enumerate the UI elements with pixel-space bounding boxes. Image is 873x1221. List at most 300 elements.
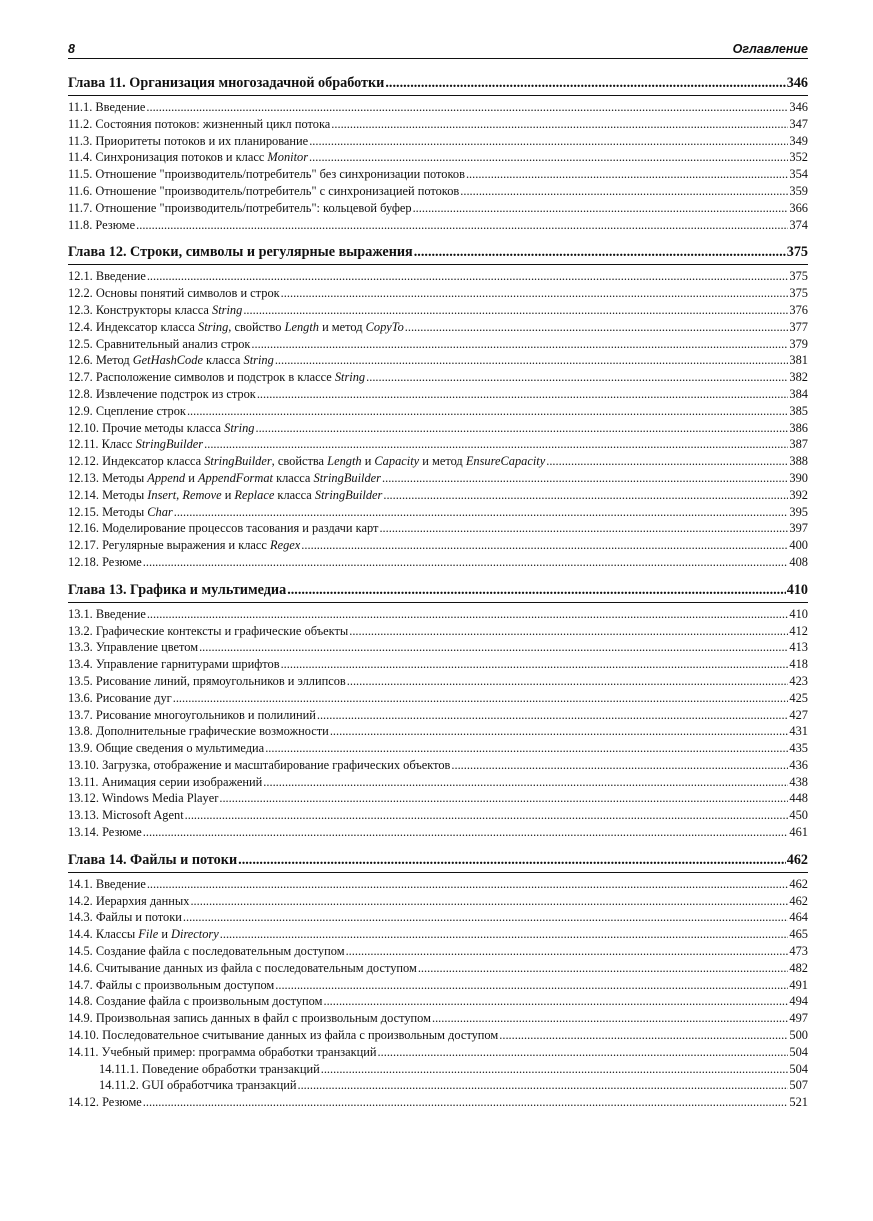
entry-title — [68, 606, 146, 623]
chapter-page-number: 346 — [786, 75, 808, 91]
entry-title — [68, 436, 203, 453]
toc-entry[interactable] — [68, 1061, 808, 1078]
entry-title-italic: Regex — [270, 538, 301, 553]
entry-title — [68, 336, 250, 353]
toc-entry[interactable] — [68, 352, 808, 369]
entry-title — [68, 470, 381, 487]
dot-leader — [378, 1044, 789, 1061]
entry-title-italic: Monitor — [267, 150, 309, 165]
entry-page-number: 375 — [789, 286, 808, 301]
entry-title-text: 14.3. Файлы и потоки — [68, 910, 182, 925]
dot-leader — [460, 183, 788, 200]
entry-title-text: 11.2. Состояния потоков: жизненный цикл потока — [68, 116, 331, 131]
entry-page-number: 473 — [789, 944, 808, 959]
entry-title — [68, 790, 218, 807]
chapter-title: Глава 11. Организация многозадачной обработки — [68, 75, 385, 91]
entry-page-number: 359 — [789, 183, 808, 198]
entry-title — [68, 757, 450, 774]
dot-leader — [257, 386, 789, 403]
entry-page-number: 425 — [789, 690, 808, 705]
dot-leader — [255, 420, 788, 437]
entry-page-number: 385 — [789, 403, 808, 418]
dot-leader — [346, 943, 789, 960]
entry-title — [68, 285, 280, 302]
dot-leader — [275, 977, 788, 994]
running-header — [68, 38, 808, 56]
entry-title — [68, 133, 308, 150]
dot-leader — [136, 217, 788, 234]
dot-leader — [413, 200, 789, 217]
entry-title-text: 14.10. Последовательное считывание данных из файла с произвольным доступом — [68, 1028, 499, 1043]
entry-page-number: 346 — [789, 100, 808, 114]
entry-title-text: 12.17. Регулярные выражения и класс — [68, 538, 271, 553]
entry-title-text: 14.12. Резюме — [68, 1095, 142, 1110]
dot-leader — [414, 243, 786, 262]
toc-entry[interactable] — [68, 623, 808, 640]
entry-title — [68, 504, 173, 521]
entry-title-italic: File — [138, 927, 159, 942]
entry-title-text: 12.16. Моделирование процессов тасования и раздачи карт — [68, 521, 379, 536]
entry-page-number: 465 — [789, 927, 808, 942]
entry-page-number: 395 — [789, 504, 808, 519]
entry-page-number: 390 — [789, 470, 808, 485]
dot-leader — [385, 74, 785, 93]
entry-page-number: 349 — [789, 133, 808, 148]
entry-title-italic: StringBuilder — [135, 437, 204, 452]
entry-title-text: 14.6. Считывание данных из файла с последовательным доступом — [68, 960, 417, 975]
dot-leader — [451, 757, 788, 774]
entry-title-text: 11.4. Синхронизация потоков и класс — [68, 150, 268, 165]
dot-leader — [317, 707, 789, 724]
toc-entry[interactable] — [68, 285, 808, 302]
entry-page-number: 431 — [789, 724, 808, 739]
toc-entry[interactable] — [68, 1010, 808, 1027]
entry-title-italic: String — [334, 370, 366, 385]
dot-leader — [309, 149, 788, 166]
entry-title-text: 13.9. Общие сведения о мультимедиа — [68, 741, 265, 756]
entry-title-text: 12.1. Введение — [68, 269, 146, 284]
entry-title-text: , свойство — [228, 319, 285, 334]
dot-leader — [275, 352, 789, 369]
dot-leader — [147, 876, 789, 893]
entry-title-text: 11.5. Отношение "производитель/потребитель" без синхронизации потоков — [68, 167, 465, 182]
toc-entry[interactable] — [68, 520, 808, 537]
dot-leader — [190, 893, 788, 910]
entry-title — [99, 1077, 296, 1094]
entry-title-text: 14.5. Создание файла с последовательным доступом — [68, 944, 345, 959]
toc-entry[interactable] — [68, 217, 808, 234]
toc-entry[interactable] — [68, 824, 808, 841]
dot-leader — [219, 790, 788, 807]
entry-title-text: 11.1. Введение — [68, 100, 146, 114]
entry-page-number: 347 — [789, 116, 808, 131]
toc-entry[interactable] — [68, 537, 808, 554]
toc-entry[interactable] — [68, 926, 808, 943]
toc-entry[interactable] — [68, 757, 808, 774]
chapter-heading[interactable] — [68, 851, 808, 870]
toc-entry[interactable] — [68, 149, 808, 166]
dot-leader — [187, 403, 788, 420]
entry-page-number: 408 — [789, 554, 808, 569]
entry-title — [68, 740, 264, 757]
toc-entry[interactable] — [68, 369, 808, 386]
toc-entry[interactable] — [68, 386, 808, 403]
dot-leader — [147, 268, 789, 285]
toc-entry[interactable] — [68, 1027, 808, 1044]
toc-entry[interactable] — [68, 790, 808, 807]
chapter-rule — [68, 95, 808, 96]
toc-entry[interactable] — [68, 436, 808, 453]
entry-title-italic: CopyTo — [365, 319, 404, 334]
entry-title — [68, 893, 189, 910]
toc-entry[interactable] — [68, 690, 808, 707]
entry-title-italic: Char — [147, 504, 173, 519]
chapter-rule — [68, 602, 808, 603]
dot-leader — [143, 824, 789, 841]
entry-title-text: 12.5. Сравнительный анализ строк — [68, 336, 251, 351]
dot-leader — [379, 520, 788, 537]
entry-title-text: 12.14. Методы — [68, 487, 148, 502]
entry-title-text: и — [361, 454, 375, 469]
entry-page-number: 450 — [789, 808, 808, 823]
dot-leader — [297, 1077, 788, 1094]
entry-page-number: 386 — [789, 420, 808, 435]
entry-title-italic: String — [224, 420, 255, 435]
chapter-heading[interactable] — [68, 74, 808, 93]
entry-title — [68, 386, 256, 403]
toc-entry[interactable] — [68, 673, 808, 690]
entry-title-text: 14.2. Иерархия данных — [68, 893, 190, 908]
entry-title — [68, 403, 186, 420]
entry-title — [68, 99, 145, 116]
entry-title — [68, 639, 198, 656]
entry-page-number: 412 — [789, 623, 808, 638]
table-of-contents — [68, 74, 808, 1111]
dot-leader — [183, 909, 789, 926]
entry-title-text: 13.6. Рисование дуг — [68, 690, 172, 705]
entry-page-number: 382 — [789, 370, 808, 385]
entry-page-number: 377 — [789, 319, 808, 334]
toc-entry[interactable] — [68, 302, 808, 319]
toc-entry[interactable] — [68, 960, 808, 977]
toc-entry[interactable] — [68, 166, 808, 183]
entry-title-text: 13.7. Рисование многоугольников и полилиний — [68, 707, 316, 722]
entry-title-italic: Replace — [234, 487, 275, 502]
entry-page-number: 354 — [789, 167, 808, 182]
dot-leader — [301, 537, 788, 554]
dot-leader — [309, 133, 788, 150]
entry-title — [68, 453, 545, 470]
toc-entry[interactable] — [68, 977, 808, 994]
dot-leader — [243, 302, 788, 319]
entry-title-text: 11.7. Отношение "производитель/потребитель": кольцевой буфер — [68, 200, 412, 215]
chapter-section — [68, 74, 808, 233]
dot-leader — [199, 639, 788, 656]
toc-entry[interactable] — [68, 656, 808, 673]
entry-title — [68, 116, 330, 133]
entry-page-number: 413 — [789, 640, 808, 655]
dot-leader — [405, 319, 789, 336]
entry-page-number: 497 — [789, 1011, 808, 1026]
toc-entry[interactable] — [68, 336, 808, 353]
entry-title-text: 14.11.2. GUI обработчика транзакций — [99, 1078, 297, 1093]
entry-title-text: 13.2. Графические контексты и графические объекты — [68, 623, 349, 638]
entry-title — [68, 149, 308, 166]
entry-title — [68, 876, 146, 893]
entry-title-text: 13.5. Рисование линий, прямоугольников и эллипсов — [68, 673, 346, 688]
chapter-title: Глава 13. Графика и мультимедиа — [68, 581, 287, 598]
entry-title-text: и метод — [419, 454, 466, 469]
dot-leader — [499, 1027, 788, 1044]
entry-title-italic: Directory — [171, 927, 219, 942]
toc-entry[interactable] — [68, 807, 808, 824]
toc-page — [68, 38, 808, 1121]
entry-title-italic: Capacity — [374, 454, 420, 469]
entry-title-text: 13.8. Дополнительные графические возможности — [68, 724, 329, 739]
entry-title-text: 13.1. Введение — [68, 606, 146, 621]
toc-entry[interactable] — [68, 403, 808, 420]
page-number: 8 — [68, 42, 75, 56]
toc-entry[interactable] — [68, 993, 808, 1010]
entry-title-text: 12.18. Резюме — [68, 554, 142, 569]
entry-page-number: 448 — [789, 791, 808, 806]
entry-title-italic: StringBuilder — [204, 454, 272, 469]
entry-title — [68, 1027, 498, 1044]
toc-entry[interactable] — [68, 893, 808, 910]
toc-entry[interactable] — [68, 183, 808, 200]
dot-leader — [331, 116, 788, 133]
dot-leader — [418, 960, 789, 977]
dot-leader — [220, 926, 789, 943]
entry-title-italic: StringBuilder — [314, 487, 383, 502]
dot-leader — [366, 369, 788, 386]
dot-leader — [321, 1061, 789, 1078]
toc-entry[interactable] — [68, 876, 808, 893]
dot-leader — [143, 554, 789, 571]
entry-title-text: 12.3. Конструкторы класса — [68, 302, 213, 317]
chapter-heading[interactable] — [68, 243, 808, 262]
entry-title — [68, 993, 322, 1010]
dot-leader — [330, 723, 789, 740]
dot-leader — [432, 1010, 788, 1027]
entry-title — [68, 554, 142, 571]
entry-title-text: 12.15. Методы — [68, 504, 148, 519]
chapter-page-number: 375 — [786, 244, 808, 261]
entry-title — [68, 774, 262, 791]
toc-entry[interactable] — [68, 554, 808, 571]
entry-title-text: и — [158, 927, 172, 942]
entry-title-text: 13.11. Анимация серии изображений — [68, 774, 263, 789]
entry-title — [68, 807, 184, 824]
entry-page-number: 494 — [789, 994, 808, 1009]
toc-entry[interactable] — [68, 470, 808, 487]
section-title: Оглавление — [732, 42, 808, 56]
entry-title-text: и — [185, 470, 198, 485]
toc-entry[interactable] — [68, 487, 808, 504]
toc-entry[interactable] — [68, 740, 808, 757]
entry-page-number: 379 — [789, 336, 808, 351]
chapter-rule — [68, 264, 808, 265]
toc-entry[interactable] — [68, 116, 808, 133]
entry-title — [68, 352, 274, 369]
chapter-heading[interactable] — [68, 581, 808, 600]
dot-leader — [263, 774, 788, 791]
entry-title-italic: String — [198, 319, 229, 334]
entry-title-text: 13.10. Загрузка, отображение и масштабирование графических объектов — [68, 757, 451, 772]
entry-page-number: 521 — [789, 1095, 808, 1110]
entry-title-italic: Remove — [182, 487, 222, 502]
toc-entry[interactable] — [68, 268, 808, 285]
entry-title — [68, 960, 417, 977]
entry-title-text: 12.8. Извлечение подстрок из строк — [68, 386, 256, 401]
entry-title — [68, 673, 346, 690]
entry-title-text: класса — [272, 470, 314, 485]
dot-leader — [323, 993, 788, 1010]
entry-title-italic: String — [212, 302, 243, 317]
entry-title-text: 13.3. Управление цветом — [68, 640, 199, 655]
entry-title-italic: EnsureCapacity — [465, 454, 546, 469]
entry-page-number: 400 — [789, 538, 808, 553]
entry-title-text: 13.13. Microsoft Agent — [68, 808, 184, 823]
entry-title — [68, 166, 465, 183]
entry-title-text: 14.7. Файлы с произвольным доступом — [68, 977, 275, 992]
entry-title — [68, 656, 280, 673]
entry-title-italic: GetHashCode — [132, 353, 203, 368]
entry-title-text: 14.8. Создание файла с произвольным доступом — [68, 994, 323, 1009]
entry-title — [68, 909, 182, 926]
entry-title-text: 11.3. Приоритеты потоков и их планирование — [68, 133, 309, 148]
toc-entry[interactable] — [68, 909, 808, 926]
dot-leader — [174, 504, 789, 521]
toc-entry[interactable] — [68, 319, 808, 336]
entry-title — [68, 1044, 377, 1061]
entry-page-number: 410 — [789, 606, 808, 621]
entry-title — [68, 200, 412, 217]
entry-page-number: 507 — [789, 1078, 808, 1093]
entry-page-number: 438 — [789, 774, 808, 789]
toc-entry[interactable] — [68, 200, 808, 217]
dot-leader — [546, 453, 788, 470]
toc-entry[interactable] — [68, 453, 808, 470]
chapter-title: Глава 14. Файлы и потоки — [68, 851, 238, 868]
dot-leader — [146, 99, 788, 116]
entry-title-text: 12.12. Индексатор класса — [68, 454, 205, 469]
entry-page-number: 462 — [789, 893, 808, 908]
entry-page-number: 397 — [789, 521, 808, 536]
entry-title — [68, 420, 254, 437]
dot-leader — [173, 690, 789, 707]
entry-page-number: 427 — [789, 707, 808, 722]
entry-title — [68, 268, 146, 285]
entry-title — [68, 943, 345, 960]
toc-entry[interactable] — [68, 133, 808, 150]
toc-entry[interactable] — [68, 1044, 808, 1061]
chapter-page-number: 410 — [786, 581, 808, 598]
toc-entry[interactable] — [68, 639, 808, 656]
toc-entry[interactable] — [68, 707, 808, 724]
entry-title — [68, 926, 219, 943]
entry-title — [68, 623, 348, 640]
toc-entry[interactable] — [68, 1077, 808, 1094]
entry-title — [68, 302, 242, 319]
chapter-page-number: 462 — [786, 851, 808, 868]
entry-page-number: 375 — [789, 269, 808, 284]
entry-page-number: 504 — [789, 1061, 808, 1076]
entry-title — [68, 824, 142, 841]
entry-title-italic: String — [243, 353, 274, 368]
entry-title-text: 12.13. Методы — [68, 470, 148, 485]
entry-title-text: 14.1. Введение — [68, 876, 146, 891]
chapter-section — [68, 851, 808, 1111]
entry-page-number: 423 — [789, 673, 808, 688]
entry-title-text: 12.4. Индексатор класса — [68, 319, 198, 334]
toc-entry[interactable] — [68, 420, 808, 437]
entry-title-text: 11.8. Резюме — [68, 217, 136, 232]
entry-title-text: 12.7. Расположение символов и подстрок в классе — [68, 370, 335, 385]
dot-leader — [185, 807, 789, 824]
entry-title-italic: StringBuilder — [313, 470, 381, 485]
entry-title — [68, 369, 365, 386]
toc-entry[interactable] — [68, 504, 808, 521]
chapter-rule — [68, 872, 808, 873]
entry-page-number: 352 — [789, 150, 808, 165]
entry-page-number: 387 — [789, 437, 808, 452]
dot-leader — [349, 623, 788, 640]
dot-leader — [281, 285, 789, 302]
entry-title-text: 11.6. Отношение "производитель/потребитель" с синхронизацией потоков — [68, 183, 460, 198]
entry-title-text: 13.4. Управление гарнитурами шрифтов — [68, 657, 280, 672]
dot-leader — [347, 673, 789, 690]
dot-leader — [204, 436, 788, 453]
dot-leader — [265, 740, 788, 757]
entry-page-number: 482 — [789, 960, 808, 975]
entry-title-text: , — [176, 487, 183, 502]
entry-title — [68, 1094, 142, 1111]
toc-entry[interactable] — [68, 1094, 808, 1111]
toc-entry[interactable] — [68, 99, 808, 116]
dot-leader — [238, 851, 786, 870]
dot-leader — [383, 487, 788, 504]
entry-page-number: 435 — [789, 741, 808, 756]
entry-title — [68, 183, 459, 200]
entry-page-number: 461 — [789, 825, 808, 840]
entry-title-text: 14.11.1. Поведение обработки транзакций — [99, 1061, 320, 1076]
entry-title-text: и метод — [318, 319, 366, 334]
chapter-section — [68, 581, 808, 841]
entry-title — [68, 707, 316, 724]
entry-title-italic: Append — [147, 470, 186, 485]
toc-entry[interactable] — [68, 723, 808, 740]
entry-title — [99, 1061, 320, 1078]
entry-page-number: 376 — [789, 302, 808, 317]
entry-title-text: 12.2. Основы понятий символов и строк — [68, 286, 280, 301]
toc-entry[interactable] — [68, 943, 808, 960]
entry-page-number: 491 — [789, 977, 808, 992]
entry-title-italic: Length — [284, 319, 319, 334]
entry-title-text: 12.10. Прочие методы класса — [68, 420, 225, 435]
entry-title — [68, 487, 382, 504]
toc-entry[interactable] — [68, 606, 808, 623]
dot-leader — [143, 1094, 789, 1111]
entry-title-text: 13.14. Резюме — [68, 825, 142, 840]
toc-entry[interactable] — [68, 774, 808, 791]
entry-title-text: 14.4. Классы — [68, 927, 139, 942]
dot-leader — [382, 470, 788, 487]
entry-title — [68, 1010, 431, 1027]
entry-title-text: 14.9. Произвольная запись данных в файл с произвольным доступом — [68, 1011, 431, 1026]
entry-title-text: 12.11. Класс — [68, 437, 136, 452]
entry-page-number: 392 — [789, 487, 808, 502]
